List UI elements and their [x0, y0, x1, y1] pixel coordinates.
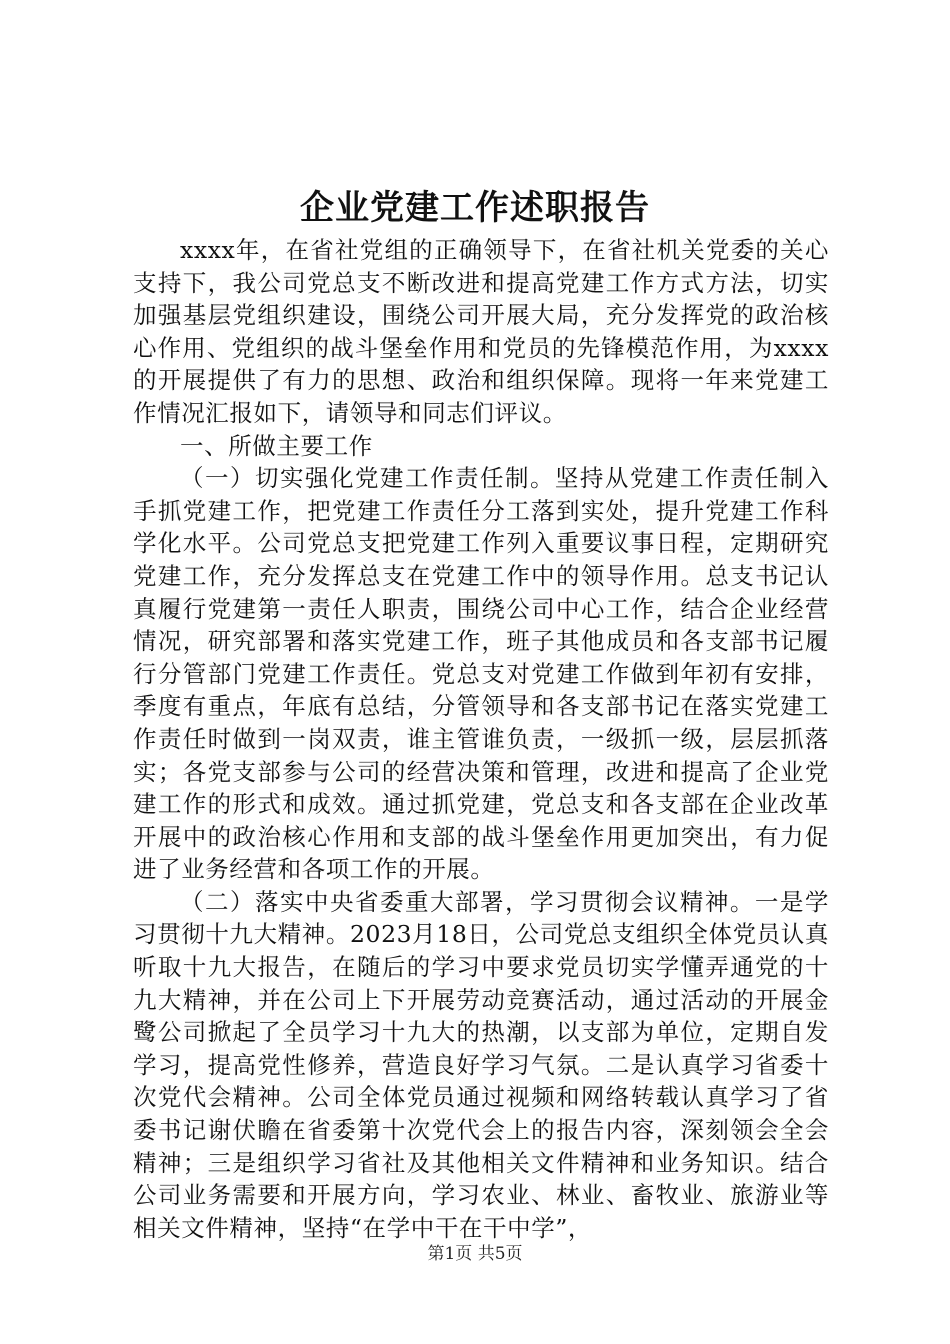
paragraph-responsibility: （一）切实强化党建工作责任制。坚持从党建工作责任制入手抓党建工作，把党建工作责任分工落到实处，提升党建工作科学化水平。公司党总支把党建工作列入重要议事日程，定期研究党建工作，充分发挥总支在党建工作中的领导作用。总支书记认真履行党建第一责任人职责，围绕公司中心工作，结合企业经营情况，研究部署和落实党建工作，班子其他成员和各支部书记履行分管部门党建工作责任。党总支对党建工作做到年初有安排，季度有重点，年底有总结，分管领导和各支部书记在落实党建工作责任时做到一岗双责，谁主管谁负责，一级抓一级，层层抓落实；各党支部参与公司的经营决策和管理，改进和提高了企业党建工作的形式和成效。通过抓党建，党总支和各支部在企业改革开展中的政治核心作用和支部的战斗堡垒作用更加突出，有力促进了业务经营和各项工作的开展。 — [133, 464, 829, 884]
page-number-footer: 第1页 共5页 — [427, 1244, 523, 1264]
document-body — [133, 234, 829, 1244]
document-title: 企业党建工作述职报告 — [300, 188, 650, 228]
paragraph-study: （二）落实中央省委重大部署，学习贯彻会议精神。一是学习贯彻十九大精神。2023月18日，公司党总支组织全体党员认真听取十九大报告，在随后的学习中要求党员切实学懂弄通党的十九大精神，并在公司上下开展劳动竞赛活动，通过活动的开展金鹭公司掀起了全员学习十九大的热潮，以支部为单位，定期自发学习，提高党性修养，营造良好学习气氛。二是认真学习省委十次党代会精神。公司全体党员通过视频和网络转载认真学习了省委书记谢伏瞻在省委第十次党代会上的报告内容，深刻领会全会精神；三是组织学习省社及其他相关文件精神和业务知识。结合公司业务需要和开展方向，学习农业、林业、畜牧业、旅游业等相关文件精神，坚持“在学中干在干中学”， — [133, 887, 829, 1242]
section-heading: 一、所做主要工作 — [180, 431, 373, 460]
paragraph-intro: xxxx年，在省社党组的正确领导下，在省社机关党委的关心支持下，我公司党总支不断改进和提高党建工作方式方法，切实加强基层党组织建设，围绕公司开展大局，充分发挥党的政治核心作用、党组织的战斗堡垒作用和党员的先锋模范作用，为xxxx的开展提供了有力的思想、政治和组织保障。现将一年来党建工作情况汇报如下，请领导和同志们评议。 — [133, 236, 829, 427]
